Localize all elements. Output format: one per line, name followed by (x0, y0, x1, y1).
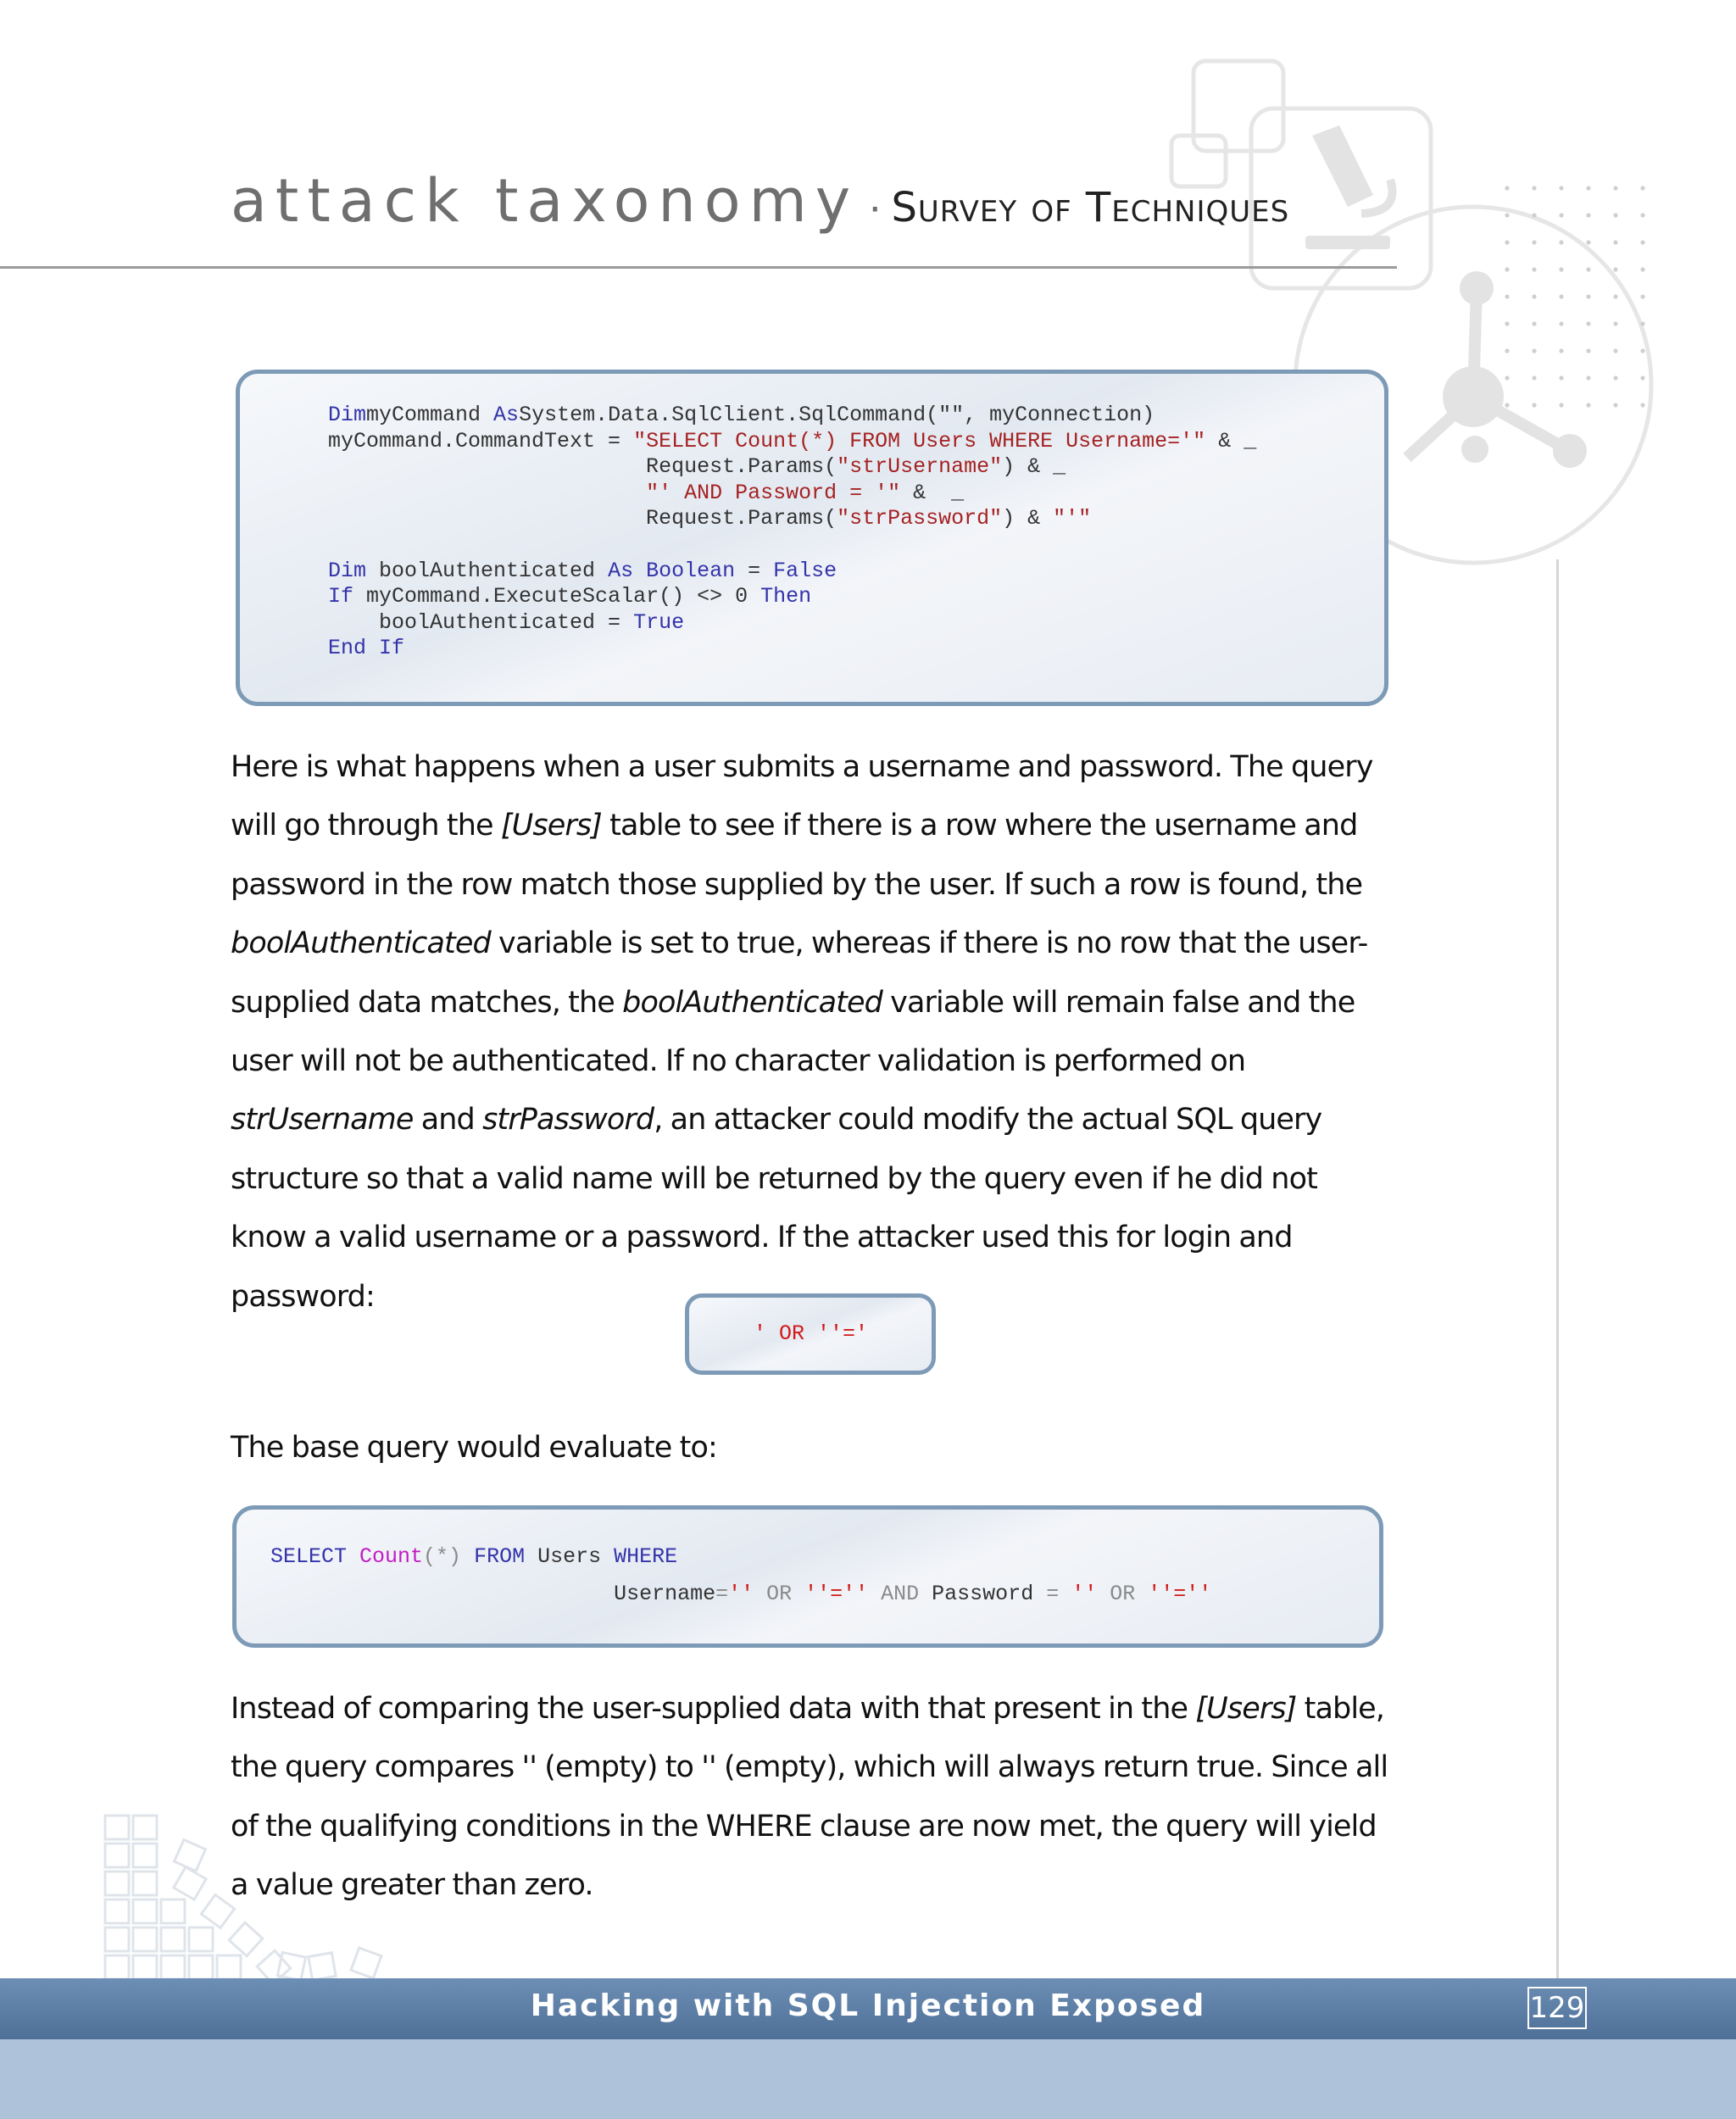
code-line: SELECT Count(*) FROM Users WHERE (270, 1544, 678, 1569)
chapter-title: attack taxonomy (231, 166, 860, 236)
code-line: myCommand.CommandText = "SELECT Count(*) FROM Users WHERE Username='" & _ (328, 428, 1257, 453)
footer-bottom-band (0, 2039, 1736, 2119)
running-header (231, 166, 1417, 236)
code-line: End If (328, 636, 405, 661)
code-line: Request.Params("strPassword") & "'" (328, 506, 1092, 531)
body-paragraph-2 (231, 1419, 1394, 1477)
paragraph-text: The base query would evaluate to: (231, 1431, 717, 1465)
header-rule (0, 266, 1397, 269)
section-title: Survey of Techniques (891, 184, 1290, 231)
injection-string: ' OR ''=' (754, 1321, 869, 1346)
margin-rule (1556, 559, 1559, 1983)
code-listing-sql-text (270, 1538, 1211, 1613)
page-number: 129 (1527, 1987, 1587, 2029)
code-line: Dim boolAuthenticated As Boolean = False (328, 558, 837, 583)
title-separator: · (867, 182, 882, 231)
code-line: "' AND Password = '" & _ (646, 480, 965, 505)
code-line: Request.Params("strUsername") & _ (328, 454, 1066, 480)
code-line: DimmyCommand AsSystem.Data.SqlClient.SqlCommand("", myConnection) (328, 403, 1155, 427)
code-listing-vb-text (328, 403, 1256, 662)
dot-grid-decoration (1505, 186, 1644, 407)
paragraph-text: Here is what happens when a user submits a username and password. The query will go through the [Users] table to see if there is a row where the username and password in the row match those supplied by the user. If such a row is found, the boolAuthenticated variable is set to true, whereas if there is no row that the user-supplied data matches, the boolAuthenticated variable will remain false and the user will not be authenticated. If no character validation is performed on strUsername and strPassword, an attacker could modify the actual SQL query structure so that a valid name will be returned by the query even if he did not know a valid username or a password. If the attacker used this for login and password: (231, 750, 1373, 1314)
code-listing-vb (236, 370, 1388, 706)
code-line: Username='' OR ''='' AND Password = '' OR ''='' (270, 1582, 1212, 1606)
code-line: boolAuthenticated = True (328, 609, 685, 635)
code-line: If myCommand.ExecuteScalar() <> 0 Then (328, 584, 812, 609)
paragraph-text: Instead of comparing the user-supplied data with that present in the [Users] table, the query compares '' (empty) to '' (empty), which will always return true. Since all of the qualifying conditions in the WHERE clause are now met, the query will yield a value greater than zero. (231, 1692, 1388, 1903)
body-paragraph-3 (231, 1680, 1394, 1916)
footer-book-title: Hacking with SQL Injection Exposed (530, 1988, 1206, 2023)
code-listing-sql (232, 1505, 1383, 1648)
code-injection-string (685, 1293, 936, 1375)
body-paragraph-1 (231, 738, 1394, 1326)
